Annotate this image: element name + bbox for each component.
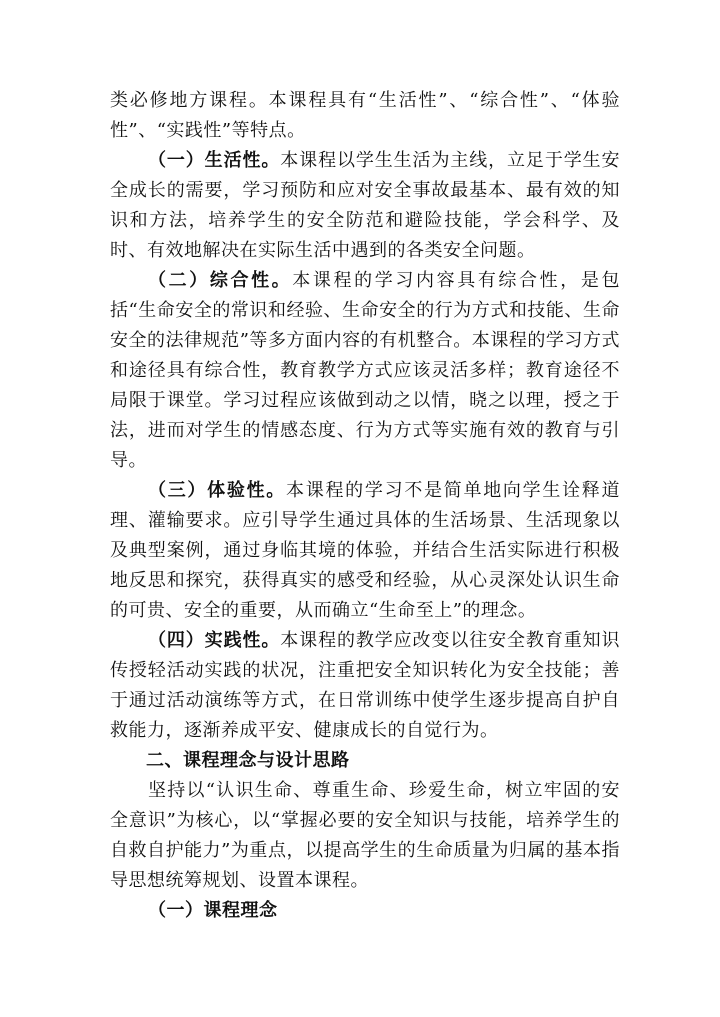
paragraph-comprehensive-text: 本课程的学习内容具有综合性，是包括“生命安全的常识和经验、生命安全的行为方式和技能、生命安全的法律规范”等多方面内容的有机整合。本课程的学习方式和途径具有综合性，教育教学方式应该灵活多样；教育途径不局限于课堂。学习过程应该做到动之以情，晓之以理，授之于法，进而对学生的情感态度、行为方式等实施有效的教育与引导。 bbox=[110, 270, 620, 471]
document-body bbox=[110, 86, 620, 926]
paragraph-comprehensive bbox=[110, 266, 620, 476]
paragraph-life bbox=[110, 146, 620, 266]
paragraph-guiding-idea-text: 坚持以“认识生命、尊重生命、珍爱生命，树立牢固的安全意识”为核心，以“掌握必要的安全知识与技能，培养学生的自救自护能力”为重点，以提高学生的生命质量为归属的基本指导思想统筹规划、设置本课程。 bbox=[110, 780, 620, 891]
paragraph-intro-text: 类必修地方课程。本课程具有“生活性”、“综合性”、“体验性”、“实践性”等特点。 bbox=[110, 90, 620, 141]
paragraph-experience-lead: （三）体验性。 bbox=[148, 480, 287, 501]
section-heading: 二、课程理念与设计思路 bbox=[146, 750, 350, 771]
paragraph-experience bbox=[110, 476, 620, 626]
paragraph-intro bbox=[110, 86, 620, 146]
paragraph-experience-text: 本课程的学习不是简单地向学生诠释道理、灌输要求。应引导学生通过具体的生活场景、生活现象以及典型案例，通过身临其境的体验，并结合生活实际进行积极地反思和探究，获得真实的感受和经验，从心灵深处认识生命的可贵、安全的重要，从而确立“生命至上”的理念。 bbox=[110, 480, 621, 621]
paragraph-practice bbox=[110, 626, 620, 746]
paragraph-guiding-idea bbox=[110, 776, 620, 896]
paragraph-life-lead: （一）生活性。 bbox=[148, 150, 281, 171]
paragraph-life-text: 本课程以学生生活为主线，立足于学生安全成长的需要，学习预防和应对安全事故最基本、最有效的知识和方法，培养学生的安全防范和避险技能，学会科学、及时、有效地解决在实际生活中遇到的各类安全问题。 bbox=[110, 150, 621, 261]
subsection-heading: （一）课程理念 bbox=[148, 900, 278, 921]
paragraph-comprehensive-lead: （二）综合性。 bbox=[148, 270, 293, 291]
paragraph-practice-lead: （四）实践性。 bbox=[148, 630, 281, 651]
paragraph-practice-text: 本课程的教学应改变以往安全教育重知识传授轻活动实践的状况，注重把安全知识转化为安全技能；善于通过活动演练等方式，在日常训练中使学生逐步提高自护自救能力，逐渐养成平安、健康成长的自觉行为。 bbox=[110, 630, 621, 741]
